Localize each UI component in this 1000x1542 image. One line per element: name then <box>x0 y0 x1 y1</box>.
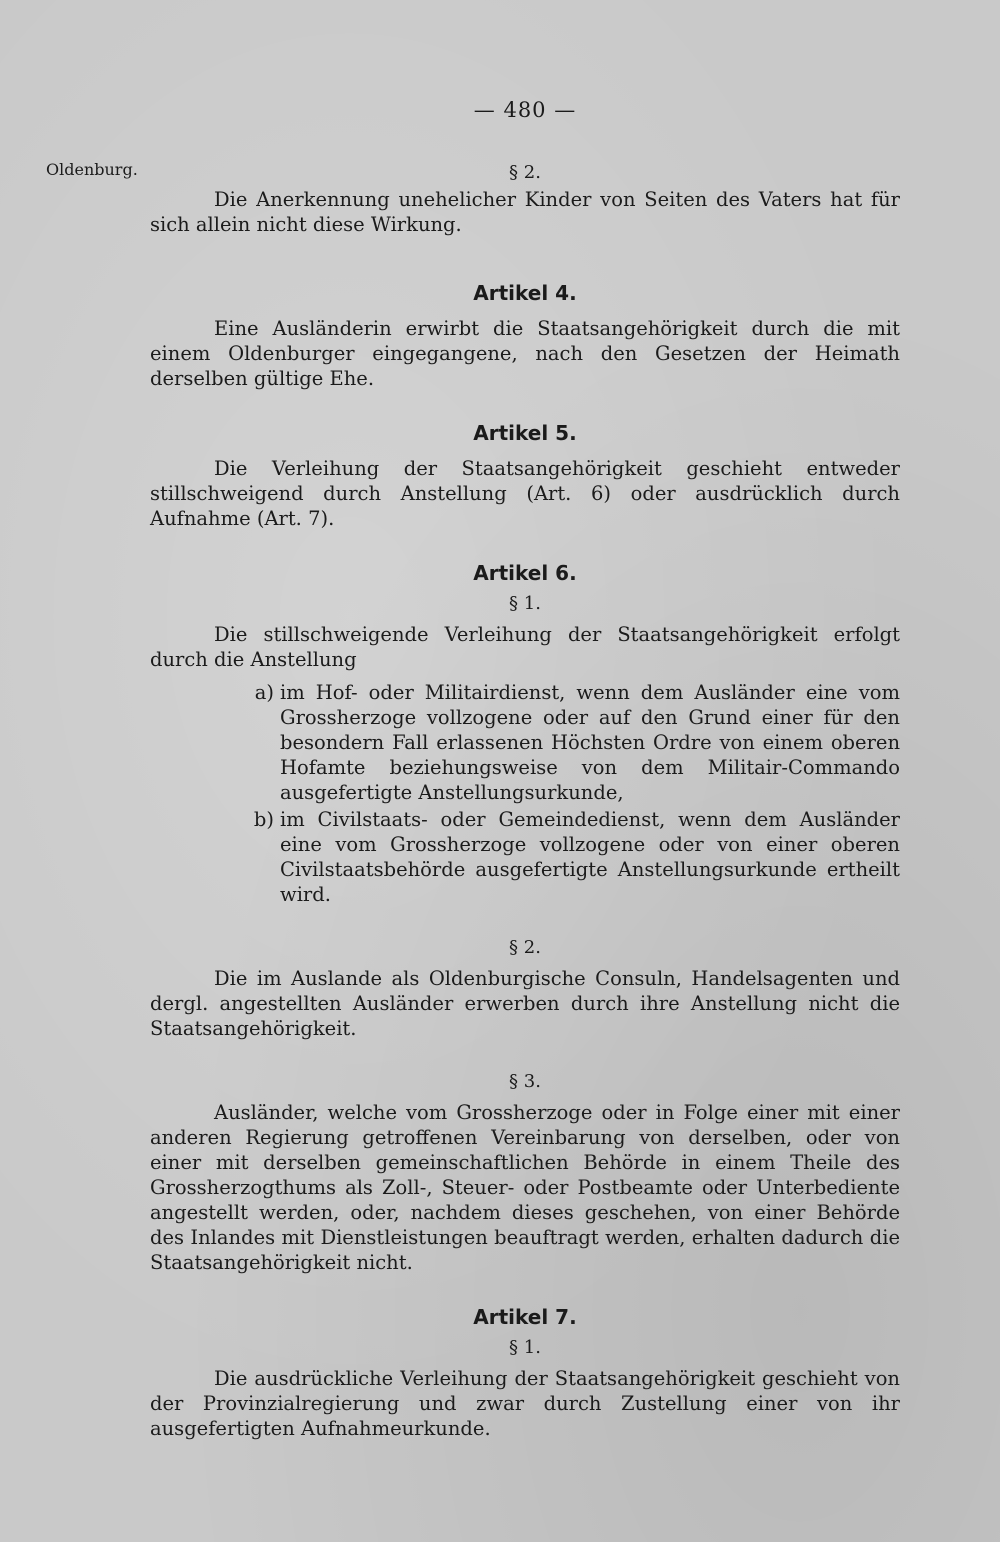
paragraph: Die stillschweigende Verleihung der Staatsangehörigkeit erfolgt durch die Anstellung <box>150 623 900 671</box>
margin-note: Oldenburg. <box>46 160 138 179</box>
section-mark: § 1. <box>509 1337 541 1358</box>
paragraph: Eine Ausländerin erwirbt die Staatsangehörigkeit durch die mit einem Oldenburger eingegangene, nach den Gesetzen der Heimath derselben gültige Ehe. <box>150 317 900 390</box>
section-mark: § 2. <box>509 162 541 183</box>
article-heading: Artikel 4. <box>473 281 577 305</box>
section-mark: § 2. <box>509 937 541 958</box>
article-heading: Artikel 7. <box>473 1305 577 1329</box>
article-heading: Artikel 6. <box>473 561 577 585</box>
paragraph: Ausländer, welche vom Grossherzoge oder in Folge einer mit einer anderen Regierung getroffenen Vereinbarung von derselben, oder von einer mit derselben gemeinschaftlichen Behörde in einem Theile des Grossherzogthums als Zoll-, Steuer- oder Postbeamte oder Unterbediente angestellt werden, oder, nachdem dieses geschehen, von einer Behörde des Inlandes mit Dienstleistungen beauftragt werden, erhalten dadurch die Staatsangehörigkeit nicht. <box>150 1101 900 1274</box>
paragraph: Die Anerkennung unehelicher Kinder von Seiten des Vaters hat für sich allein nicht diese Wirkung. <box>150 188 900 236</box>
page-body <box>150 160 900 1441</box>
list-item <box>150 807 900 907</box>
section-mark: § 1. <box>509 593 541 614</box>
paragraph: Die im Auslande als Oldenburgische Consuln, Handelsagenten und dergl. angestellten Ausländer erwerben durch ihre Anstellung nicht die Staatsangehörigkeit. <box>150 967 900 1040</box>
list-item-text: im Civilstaats- oder Gemeindedienst, wenn dem Ausländer eine vom Grossherzoge vollzogene oder von einer oberen Civilstaatsbehörde ausgefertigte Anstellungsurkunde ertheilt wird. <box>280 808 900 906</box>
section-mark: § 3. <box>509 1071 541 1092</box>
list-item <box>150 680 900 805</box>
paragraph: Die Verleihung der Staatsangehörigkeit geschieht entweder stillschweigend durch Anstellung (Art. 6) oder ausdrücklich durch Aufnahme (Art. 7). <box>150 457 900 530</box>
page-number: — 480 — <box>473 98 577 122</box>
paragraph: Die ausdrückliche Verleihung der Staatsangehörigkeit geschieht von der Provinzialregierung und zwar durch Zustellung einer von ihr ausgefertigten Aufnahmeurkunde. <box>150 1367 900 1440</box>
list-item-text: im Hof- oder Militairdienst, wenn dem Ausländer eine vom Grossherzoge vollzogene oder auf den Grund einer für den besondern Fall erlassenen Höchsten Ordre von einem oberen Hofamte beziehungsweise von dem Militair-Commando ausgefertigte Anstellungsurkunde, <box>280 681 900 804</box>
enumerated-list <box>150 680 900 907</box>
article-heading: Artikel 5. <box>473 421 577 445</box>
list-marker: a) <box>254 681 274 704</box>
list-marker: b) <box>253 808 274 831</box>
